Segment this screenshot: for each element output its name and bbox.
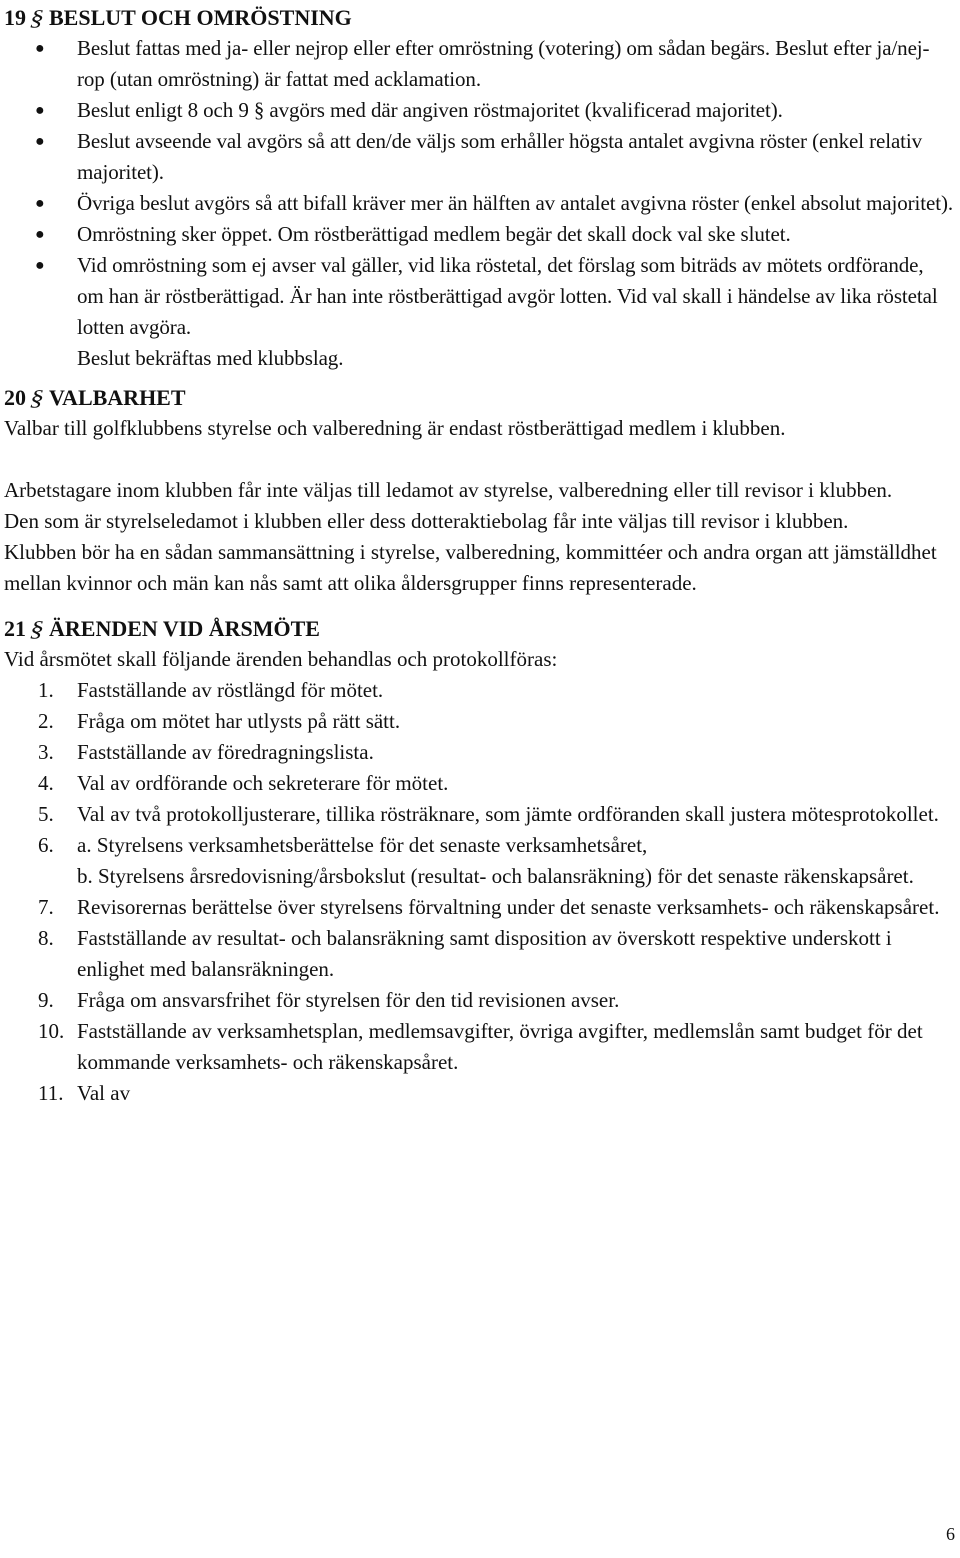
paragraph: Den som är styrelseledamot i klubben eller dess dotteraktiebolag får inte väljas till revisor i klubben. <box>4 509 849 533</box>
list-item: 7. Revisorernas berättelse över styrelsens förvaltning under det senaste verksamhets- och räkenskapsåret. <box>38 895 940 919</box>
page-number: 6 <box>946 1524 955 1544</box>
section-19-bullet-list <box>4 33 954 374</box>
section-21-heading <box>4 613 954 644</box>
section-number: 21 <box>4 616 26 641</box>
list-item: 9. Fråga om ansvarsfrihet för styrelsen för den tid revisionen avser. <box>38 988 620 1012</box>
bullet-icon: ● <box>35 133 45 150</box>
list-item: 11. Val av <box>38 1081 131 1105</box>
list-item: ● Beslut avseende val avgörs så att den/de väljs som erhåller högsta antalet avgivna röster (enkel relativ majoritet). <box>4 126 954 188</box>
bullet-icon: ● <box>35 226 45 243</box>
list-item: ● Omröstning sker öppet. Om röstberättigad medlem begär det skall dock val ske slutet. <box>4 219 954 250</box>
section-21-numbered-list <box>4 675 954 1109</box>
paragraph: Klubben bör ha en sådan sammansättning i styrelse, valberedning, kommittéer och andra organ att jämställdhet mellan kvinnor och män kan nås samt att olika åldersgrupper finns representerade. <box>4 540 937 595</box>
paragraph-symbol: § <box>27 616 48 641</box>
paragraph: Valbar till golfklubbens styrelse och valberedning är endast röstberättigad medlem i klubben. <box>4 416 786 440</box>
list-item: 5. Val av två protokolljusterare, tillika rösträknare, som jämte ordföranden skall justera mötesprotokollet. <box>38 802 939 826</box>
list-item: ● Vid omröstning som ej avser val gäller, vid lika röstetal, det förslag som biträds av mötets ordförande, om han är röstberättigad. Är han inte röstberättigad avgör lotten. Vid val skall i händelse av lika röstetal lotten avgöra. Beslut bekräftas med klubbslag. <box>4 250 954 374</box>
list-item: 2. Fråga om mötet har utlysts på rätt sätt. <box>38 709 401 733</box>
list-item-continuation: Beslut bekräftas med klubbslag. <box>77 346 344 370</box>
section-20-heading <box>4 382 954 413</box>
section-title: VALBARHET <box>49 385 186 410</box>
section-number: 20 <box>4 385 26 410</box>
list-item: 8. Fastställande av resultat- och balansräkning samt disposition av överskott respektive underskott i enlighet med balansräkningen. <box>38 926 892 981</box>
list-item: 3. Fastställande av föredragningslista. <box>38 740 374 764</box>
bullet-icon: ● <box>35 102 45 119</box>
list-item-continuation: b. Styrelsens årsredovisning/årsbokslut (resultat- och balansräkning) för det senaste räkenskapsåret. <box>77 864 914 888</box>
section-title: BESLUT OCH OMRÖSTNING <box>49 5 352 30</box>
paragraph-symbol: § <box>27 5 48 30</box>
bullet-icon: ● <box>35 195 45 212</box>
paragraph-symbol: § <box>27 385 48 410</box>
list-item: 4. Val av ordförande och sekreterare för mötet. <box>38 771 449 795</box>
paragraph: Arbetstagare inom klubben får inte väljas till ledamot av styrelse, valberedning eller till revisor i klubben. <box>4 478 893 502</box>
list-item: 6. a. Styrelsens verksamhetsberättelse för det senaste verksamhetsåret, b. Styrelsens årsredovisning/årsbokslut (resultat- och balansräkning) för det senaste räkenskapsåret. <box>38 833 914 888</box>
section-number: 19 <box>4 5 26 30</box>
list-item: 1. Fastställande av röstlängd för mötet. <box>38 678 384 702</box>
section-19-heading <box>4 2 954 33</box>
bullet-icon: ● <box>35 257 45 274</box>
section-title: ÄRENDEN VID ÅRSMÖTE <box>49 616 320 641</box>
document-page <box>4 2 954 1109</box>
list-item: 10. Fastställande av verksamhetsplan, medlemsavgifter, övriga avgifter, medlemslån samt budget för det kommande verksamhets- och räkenskapsåret. <box>38 1019 923 1074</box>
list-item: ● Beslut enligt 8 och 9 § avgörs med där angiven röstmajoritet (kvalificerad majoritet). <box>4 95 954 126</box>
list-item: ● Beslut fattas med ja- eller nejrop eller efter omröstning (votering) om sådan begärs. Beslut efter ja/nej-rop (utan omröstning) är fattat med acklamation. <box>4 33 954 95</box>
list-item: ● Övriga beslut avgörs så att bifall kräver mer än hälften av antalet avgivna röster (enkel absolut majoritet). <box>4 188 954 219</box>
section-intro: Vid årsmötet skall följande ärenden behandlas och protokollföras: <box>4 647 558 671</box>
bullet-icon: ● <box>35 40 45 57</box>
